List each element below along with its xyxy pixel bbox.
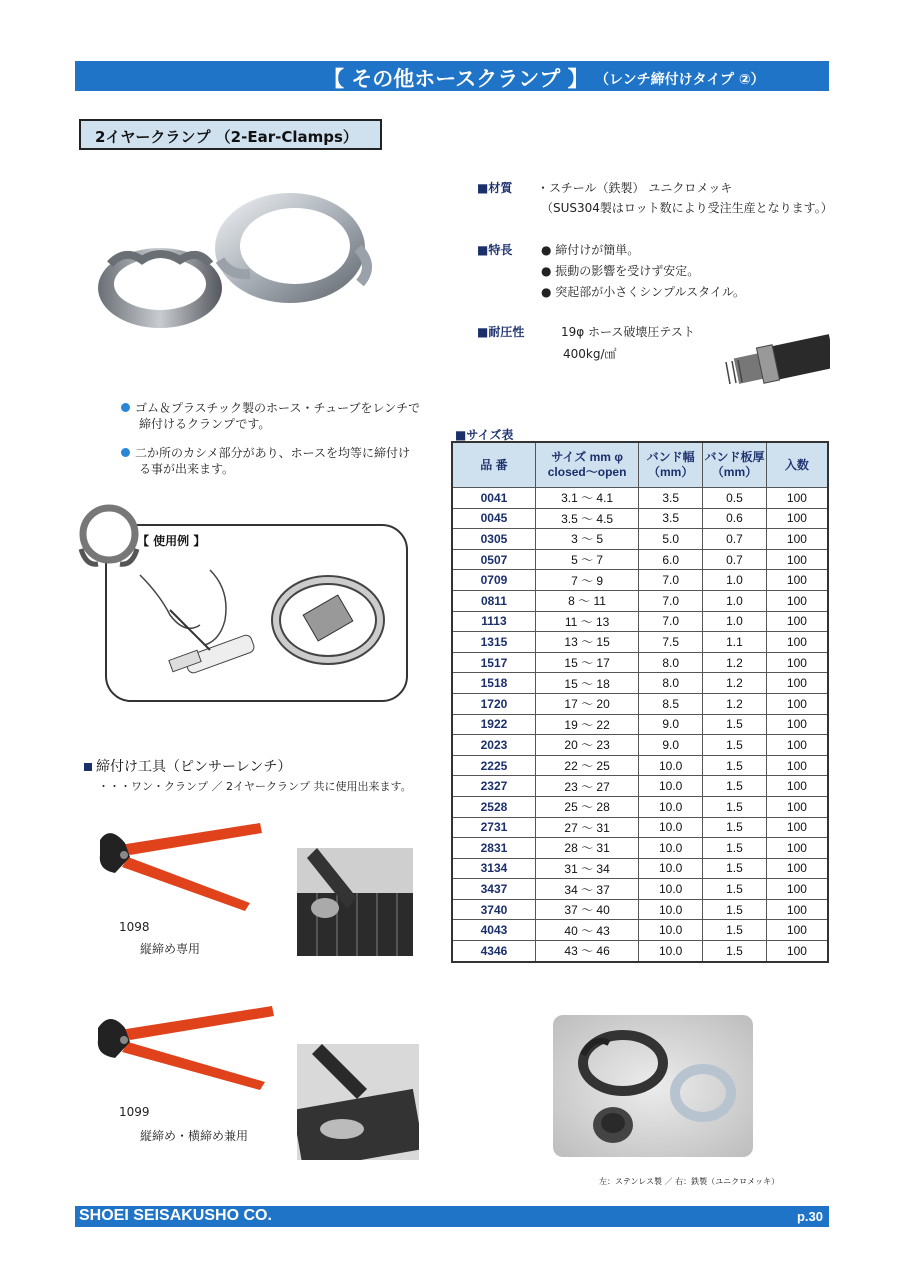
cell-band-thickness: 1.0 bbox=[703, 611, 767, 632]
material-text: ・スチール（鉄製） ユニクロメッキ bbox=[537, 181, 733, 195]
page-number: p.30 bbox=[796, 1209, 823, 1224]
cell-size: 34 ～ 37 bbox=[535, 879, 638, 900]
cell-size: 20 ～ 23 bbox=[535, 735, 638, 756]
cell-size: 7 ～ 9 bbox=[535, 570, 638, 591]
cell-qty: 100 bbox=[766, 899, 828, 920]
cell-band-width: 3.5 bbox=[639, 488, 703, 509]
table-row bbox=[452, 776, 828, 797]
cell-code: 1113 bbox=[452, 611, 535, 632]
cell-band-width: 7.0 bbox=[639, 611, 703, 632]
cell-qty: 100 bbox=[766, 755, 828, 776]
cell-qty: 100 bbox=[766, 879, 828, 900]
cell-qty: 100 bbox=[766, 652, 828, 673]
table-row bbox=[452, 899, 828, 920]
col-size: サイズ mm φ closed～open bbox=[535, 442, 638, 488]
cell-band-width: 9.0 bbox=[639, 735, 703, 756]
tool-1098-usage-photo bbox=[297, 848, 413, 956]
cell-code: 2831 bbox=[452, 838, 535, 859]
cell-band-width: 10.0 bbox=[639, 879, 703, 900]
cell-band-thickness: 1.2 bbox=[703, 652, 767, 673]
pressure-value: 400kg/㎠ bbox=[563, 347, 617, 361]
tool-1098-desc: 縦締め専用 bbox=[140, 942, 201, 956]
table-row bbox=[452, 941, 828, 962]
cell-size: 5 ～ 7 bbox=[535, 549, 638, 570]
cell-band-width: 7.0 bbox=[639, 570, 703, 591]
cell-size: 15 ～ 17 bbox=[535, 652, 638, 673]
cell-band-thickness: 0.5 bbox=[703, 488, 767, 509]
table-row bbox=[452, 652, 828, 673]
cell-size: 23 ～ 27 bbox=[535, 776, 638, 797]
cell-band-thickness: 0.7 bbox=[703, 529, 767, 550]
cell-band-thickness: 1.5 bbox=[703, 817, 767, 838]
material-label: ■材質 bbox=[477, 181, 513, 195]
clamp-product-image bbox=[90, 178, 390, 348]
cell-size: 17 ～ 20 bbox=[535, 693, 638, 714]
cell-band-width: 10.0 bbox=[639, 858, 703, 879]
cell-band-thickness: 0.6 bbox=[703, 508, 767, 529]
table-row bbox=[452, 632, 828, 653]
table-row bbox=[452, 508, 828, 529]
table-row bbox=[452, 838, 828, 859]
note-1-cont: 締付けるクランプです。 bbox=[139, 417, 271, 431]
cell-band-thickness: 1.2 bbox=[703, 673, 767, 694]
tools-heading: 締付け工具（ピンサーレンチ） bbox=[84, 756, 291, 776]
cell-code: 1922 bbox=[452, 714, 535, 735]
cell-band-width: 7.0 bbox=[639, 590, 703, 611]
cell-qty: 100 bbox=[766, 941, 828, 962]
cell-qty: 100 bbox=[766, 920, 828, 941]
cell-band-width: 10.0 bbox=[639, 796, 703, 817]
col-band-thickness: バンド板厚 （mm） bbox=[703, 442, 767, 488]
usage-clamp-illustration bbox=[268, 565, 388, 675]
pressure-test: 19φ ホース破壊圧テスト bbox=[561, 325, 695, 339]
size-table bbox=[451, 441, 829, 963]
cell-qty: 100 bbox=[766, 570, 828, 591]
cell-code: 1517 bbox=[452, 652, 535, 673]
cell-band-width: 8.0 bbox=[639, 652, 703, 673]
table-row bbox=[452, 714, 828, 735]
cell-band-thickness: 1.5 bbox=[703, 714, 767, 735]
cell-code: 2225 bbox=[452, 755, 535, 776]
table-row bbox=[452, 590, 828, 611]
cell-qty: 100 bbox=[766, 611, 828, 632]
usage-label: 【 使用例 】 bbox=[137, 534, 206, 548]
pincer-wrench-1099-image bbox=[90, 1000, 275, 1095]
cell-code: 2731 bbox=[452, 817, 535, 838]
table-row bbox=[452, 570, 828, 591]
col-band-width: バンド幅 （mm） bbox=[639, 442, 703, 488]
note-2: 二か所のカシメ部分があり、ホースを均等に締付け bbox=[121, 444, 410, 461]
page-title: 【 その他ホースクランプ 】 bbox=[323, 67, 589, 91]
table-row bbox=[452, 920, 828, 941]
bullet-icon bbox=[121, 448, 130, 457]
cell-size: 28 ～ 31 bbox=[535, 838, 638, 859]
table-row bbox=[452, 611, 828, 632]
cell-band-thickness: 1.5 bbox=[703, 796, 767, 817]
section-title: 2イヤークランプ （2-Ear-Clamps） bbox=[95, 128, 358, 146]
cell-code: 0709 bbox=[452, 570, 535, 591]
size-table-title: ■サイズ表 bbox=[455, 428, 514, 442]
cell-band-thickness: 1.5 bbox=[703, 879, 767, 900]
tool-1099-usage-photo bbox=[297, 1044, 419, 1160]
cell-band-thickness: 1.1 bbox=[703, 632, 767, 653]
cell-code: 0305 bbox=[452, 529, 535, 550]
feature-item: ● 突起部が小さくシンプルスタイル。 bbox=[541, 285, 745, 299]
cell-size: 3 ～ 5 bbox=[535, 529, 638, 550]
table-row bbox=[452, 879, 828, 900]
tools-description: ・・・ワン・クランプ ／ 2イヤークランプ 共に使用出来ます。 bbox=[98, 780, 412, 793]
table-row bbox=[452, 796, 828, 817]
table-row bbox=[452, 488, 828, 509]
cell-qty: 100 bbox=[766, 590, 828, 611]
cell-code: 4346 bbox=[452, 941, 535, 962]
table-row bbox=[452, 673, 828, 694]
cell-qty: 100 bbox=[766, 714, 828, 735]
cell-code: 3740 bbox=[452, 899, 535, 920]
cell-code: 0045 bbox=[452, 508, 535, 529]
cell-size: 43 ～ 46 bbox=[535, 941, 638, 962]
cell-band-width: 10.0 bbox=[639, 755, 703, 776]
size-table-header bbox=[452, 442, 828, 488]
cell-band-width: 10.0 bbox=[639, 941, 703, 962]
tool-1099-desc: 縦締め・横締め兼用 bbox=[140, 1129, 249, 1143]
note-1: ゴム＆プラスチック製のホース・チューブをレンチで bbox=[121, 399, 420, 416]
table-row bbox=[452, 693, 828, 714]
cell-band-width: 9.0 bbox=[639, 714, 703, 735]
square-bullet-icon bbox=[84, 763, 92, 771]
feature-item: ● 締付けが簡単。 bbox=[541, 243, 640, 257]
cell-code: 3437 bbox=[452, 879, 535, 900]
cell-qty: 100 bbox=[766, 693, 828, 714]
cell-code: 1518 bbox=[452, 673, 535, 694]
cell-band-width: 10.0 bbox=[639, 776, 703, 797]
cell-band-thickness: 1.5 bbox=[703, 735, 767, 756]
col-code: 品 番 bbox=[452, 442, 535, 488]
cell-size: 3.1 ～ 4.1 bbox=[535, 488, 638, 509]
cell-size: 8 ～ 11 bbox=[535, 590, 638, 611]
section-title-box bbox=[79, 119, 382, 150]
table-row bbox=[452, 735, 828, 756]
cell-qty: 100 bbox=[766, 508, 828, 529]
cell-size: 37 ～ 40 bbox=[535, 899, 638, 920]
cell-code: 2327 bbox=[452, 776, 535, 797]
cell-band-thickness: 1.5 bbox=[703, 899, 767, 920]
table-row bbox=[452, 755, 828, 776]
cell-band-width: 7.5 bbox=[639, 632, 703, 653]
cell-qty: 100 bbox=[766, 488, 828, 509]
table-row bbox=[452, 858, 828, 879]
cell-qty: 100 bbox=[766, 632, 828, 653]
cell-qty: 100 bbox=[766, 549, 828, 570]
features-label: ■特長 bbox=[477, 243, 513, 257]
cell-band-width: 8.0 bbox=[639, 673, 703, 694]
feature-item: ● 振動の影響を受けず安定。 bbox=[541, 264, 700, 278]
hose-test-image bbox=[718, 332, 830, 390]
cell-band-width: 6.0 bbox=[639, 549, 703, 570]
cell-size: 13 ～ 15 bbox=[535, 632, 638, 653]
cell-code: 1315 bbox=[452, 632, 535, 653]
table-row bbox=[452, 549, 828, 570]
cell-code: 3134 bbox=[452, 858, 535, 879]
cell-band-thickness: 1.2 bbox=[703, 693, 767, 714]
page-footer bbox=[75, 1206, 829, 1227]
cell-qty: 100 bbox=[766, 673, 828, 694]
cell-band-thickness: 0.7 bbox=[703, 549, 767, 570]
pincer-wrench-1098-image bbox=[90, 815, 270, 915]
table-row bbox=[452, 529, 828, 550]
page-subtitle: （レンチ締付けタイプ ②） bbox=[595, 72, 765, 88]
page-header bbox=[75, 61, 829, 91]
table-row bbox=[452, 817, 828, 838]
cell-code: 4043 bbox=[452, 920, 535, 941]
note-2-cont: る事が出来ます。 bbox=[139, 462, 235, 476]
cell-band-width: 10.0 bbox=[639, 817, 703, 838]
cell-qty: 100 bbox=[766, 838, 828, 859]
small-clamp-icon bbox=[76, 494, 142, 572]
tool-1099-code: 1099 bbox=[119, 1105, 150, 1119]
company-name: SHOEI SEISAKUSHO CO. bbox=[79, 1207, 272, 1224]
photo-caption: 左：ステンレス製 ／ 右：鉄製（ユニクロメッキ） bbox=[599, 1177, 780, 1186]
cell-band-thickness: 1.5 bbox=[703, 755, 767, 776]
cell-qty: 100 bbox=[766, 858, 828, 879]
cell-band-width: 3.5 bbox=[639, 508, 703, 529]
cell-size: 3.5 ～ 4.5 bbox=[535, 508, 638, 529]
material-note: （SUS304製はロット数により受注生産となります。） bbox=[541, 201, 833, 215]
cell-band-thickness: 1.0 bbox=[703, 570, 767, 591]
cell-size: 19 ～ 22 bbox=[535, 714, 638, 735]
cell-qty: 100 bbox=[766, 529, 828, 550]
cell-code: 0507 bbox=[452, 549, 535, 570]
cell-band-width: 10.0 bbox=[639, 920, 703, 941]
cell-band-width: 10.0 bbox=[639, 838, 703, 859]
cell-code: 0811 bbox=[452, 590, 535, 611]
cell-qty: 100 bbox=[766, 776, 828, 797]
cell-band-thickness: 1.5 bbox=[703, 941, 767, 962]
cell-band-thickness: 1.5 bbox=[703, 858, 767, 879]
cell-band-width: 5.0 bbox=[639, 529, 703, 550]
cell-size: 25 ～ 28 bbox=[535, 796, 638, 817]
cell-size: 40 ～ 43 bbox=[535, 920, 638, 941]
cell-code: 2023 bbox=[452, 735, 535, 756]
cell-size: 15 ～ 18 bbox=[535, 673, 638, 694]
cell-band-width: 10.0 bbox=[639, 899, 703, 920]
cell-band-width: 8.5 bbox=[639, 693, 703, 714]
usage-hands-illustration bbox=[130, 565, 260, 690]
cell-qty: 100 bbox=[766, 735, 828, 756]
cell-qty: 100 bbox=[766, 796, 828, 817]
cell-band-thickness: 1.5 bbox=[703, 838, 767, 859]
bullet-icon bbox=[121, 403, 130, 412]
cell-code: 1720 bbox=[452, 693, 535, 714]
pressure-label: ■耐圧性 bbox=[477, 325, 525, 339]
cell-qty: 100 bbox=[766, 817, 828, 838]
cell-band-thickness: 1.5 bbox=[703, 776, 767, 797]
cell-size: 27 ～ 31 bbox=[535, 817, 638, 838]
cell-size: 22 ～ 25 bbox=[535, 755, 638, 776]
cell-size: 31 ～ 34 bbox=[535, 858, 638, 879]
cell-code: 2528 bbox=[452, 796, 535, 817]
clamp-comparison-photo bbox=[553, 1015, 753, 1157]
cell-code: 0041 bbox=[452, 488, 535, 509]
cell-band-thickness: 1.5 bbox=[703, 920, 767, 941]
tool-1098-code: 1098 bbox=[119, 920, 150, 934]
cell-size: 11 ～ 13 bbox=[535, 611, 638, 632]
col-qty: 入数 bbox=[766, 442, 828, 488]
cell-band-thickness: 1.0 bbox=[703, 590, 767, 611]
